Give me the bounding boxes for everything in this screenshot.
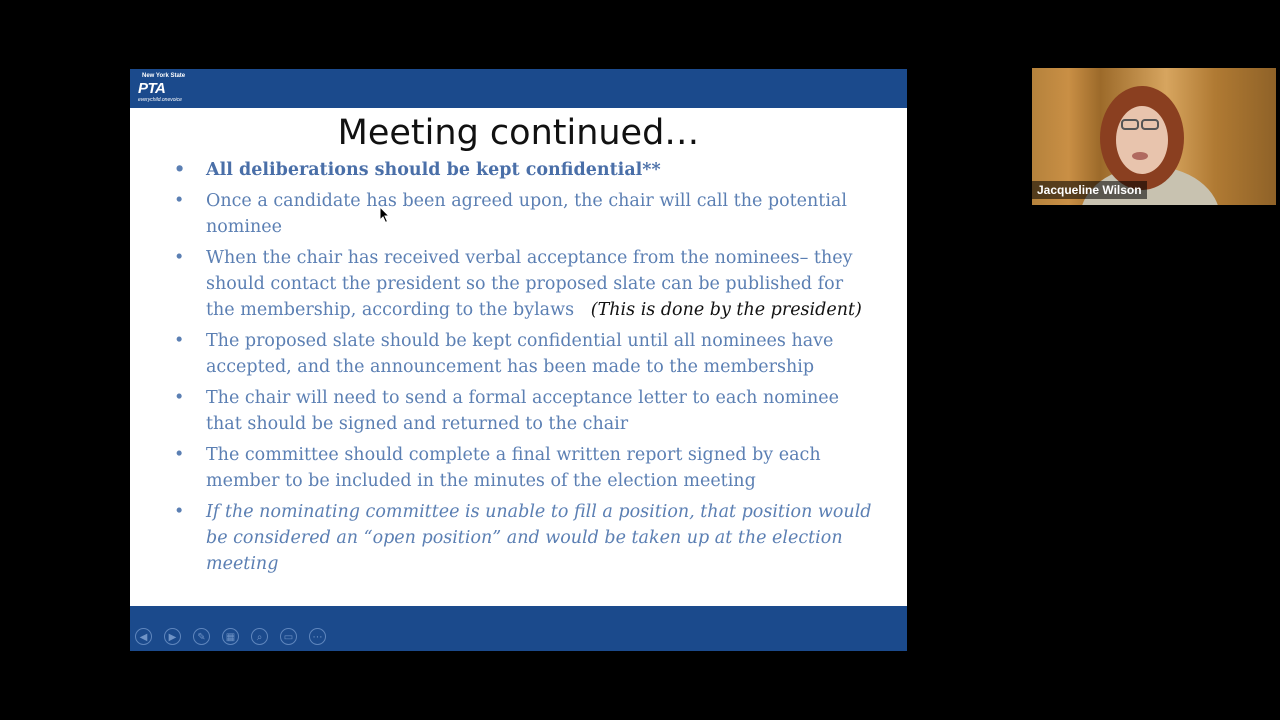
presentation-slide bbox=[130, 69, 907, 651]
pen-tool-button[interactable]: ✎ bbox=[193, 628, 210, 645]
bullet-text: The chair will need to send a formal acceptance letter to each nominee that should be signed and returned to the chair bbox=[206, 388, 839, 434]
participant-video-tile[interactable] bbox=[1032, 68, 1276, 205]
bullet-text: Once a candidate has been agreed upon, the chair will call the potential nominee bbox=[206, 191, 847, 237]
next-slide-button[interactable]: ▶ bbox=[164, 628, 181, 645]
bullet-text: The proposed slate should be kept confidential until all nominees have accepted, and the announcement has been made to the membership bbox=[206, 331, 834, 377]
bullet-text: All deliberations should be kept confidential** bbox=[206, 160, 661, 180]
bullet-dot: • bbox=[174, 160, 186, 180]
participant-name-label: Jacqueline Wilson bbox=[1032, 181, 1147, 199]
previous-slide-button[interactable]: ◀ bbox=[135, 628, 152, 645]
bullet-item bbox=[174, 188, 874, 240]
bullet-item bbox=[174, 385, 874, 437]
bullet-dot: • bbox=[174, 248, 185, 268]
bullet-text: The committee should complete a final written report signed by each member to be included in the minutes of the election meeting bbox=[206, 445, 821, 491]
bullet-item bbox=[174, 442, 874, 494]
slide-footer-bar bbox=[130, 606, 907, 651]
bullet-dot: • bbox=[174, 191, 185, 211]
mouse-cursor-icon bbox=[379, 206, 391, 224]
bullet-item bbox=[174, 157, 874, 183]
bullet-list bbox=[174, 157, 874, 582]
bullet-dot: • bbox=[174, 502, 185, 522]
bullet-note: (This is done by the president) bbox=[590, 300, 862, 320]
bullet-dot: • bbox=[174, 388, 185, 408]
bullet-item bbox=[174, 328, 874, 380]
bullet-text: If the nominating committee is unable to fill a position, that position would be considered an “open position” and would be taken up at the election meeting bbox=[206, 502, 872, 574]
pta-logo: New York State PTA everychild.onevoice bbox=[138, 73, 186, 103]
subtitles-button[interactable]: ▭ bbox=[280, 628, 297, 645]
more-options-button[interactable]: ⋯ bbox=[309, 628, 326, 645]
bullet-item bbox=[174, 499, 874, 577]
bullet-item bbox=[174, 245, 874, 323]
bullet-dot: • bbox=[174, 445, 185, 465]
slide-title: Meeting continued… bbox=[337, 113, 700, 153]
slide-header-bar bbox=[130, 69, 907, 108]
all-slides-button[interactable]: ▦ bbox=[222, 628, 239, 645]
bullet-text: When the chair has received verbal acceptance from the nominees– they should contact the president so the proposed slate can be published for the membership, according to the bylaws bbox=[206, 248, 853, 320]
zoom-button[interactable]: ⌕ bbox=[251, 628, 268, 645]
bullet-dot: • bbox=[174, 331, 185, 351]
